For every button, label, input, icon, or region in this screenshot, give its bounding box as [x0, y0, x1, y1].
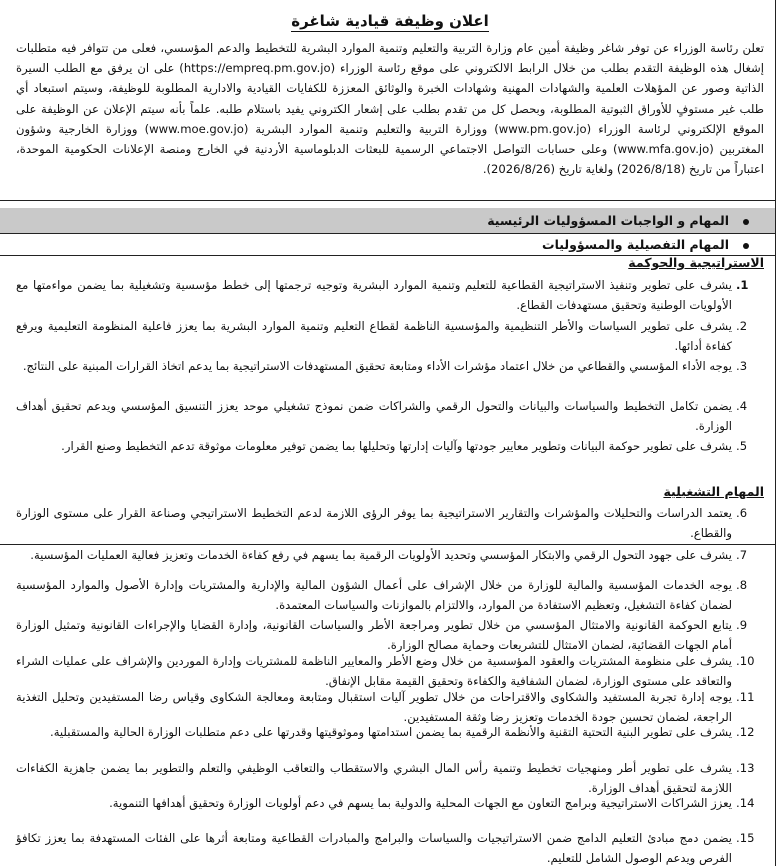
item-text: يشرف على جهود التحول الرقمي والابتكار المؤسسي وتحديد الأولويات الرقمية بما يسهم في رفع كفاءة الخدمات وتعزيز فعالية العمليات المؤسسية. [30, 548, 732, 562]
item-text: يوجه إدارة تجربة المستفيد والشكاوى والاقتراحات من خلال تطوير آليات استقبال ومتابعة ومعالجة الشكاوى وقياس رضا المستفيدين وتحليل التغذية الراجعة، لضمان تحسين جودة الخدمات وتعزيز رضا وثقة المستفيدين. [16, 690, 732, 724]
item-text: يتابع الحوكمة القانونية والامتثال المؤسسي من خلال تطوير ومراجعة الأطر والسياسات القانونية، وإدارة القضايا والإجراءات القانونية وتمثيل الوزارة أمام الجهات القضائية، لضمان الامتثال للتشريعات وحماية مصالح الوزارة. [16, 618, 732, 652]
page-title [0, 12, 780, 30]
item-number: 7. [736, 548, 748, 562]
item-text: يشرف على تطوير أطر ومنهجيات تخطيط وتنمية رأس المال البشري والاستقطاب والتعاقب الوظيفي والتعلم والتطوير بما يضمن جاهزية الكفاءات اللازمة لتحقيق أهداف الوزارة. [16, 761, 732, 795]
section-heading-strategy: الاستراتيجية والحوكمة [628, 255, 764, 270]
item-text: يضمن دمج مبادئ التعليم الدامج ضمن الاستراتيجيات والسياسات والبرامج والمبادرات القطاعية ومتابعة أثرها على الفئات المستهدفة بما يعزز تكافؤ الفرص ويدعم الوصول الشامل للتعليم. [16, 831, 732, 865]
list-item [16, 316, 764, 356]
list-item [16, 275, 764, 315]
list-item [16, 828, 764, 868]
list-item [16, 436, 764, 456]
divider [0, 200, 775, 201]
item-number: 13. [736, 761, 755, 775]
main-duties-bar [0, 208, 775, 233]
item-text: يضمن تكامل التخطيط والسياسات والبيانات والتحول الرقمي والشراكات ضمن نموذج تشغيلي موحد يعزز التنسيق المؤسسي ويدعم تحقيق أهداف الوزارة. [16, 399, 732, 433]
list-item [16, 615, 764, 655]
list-item [16, 687, 764, 727]
item-number: 14. [736, 796, 755, 810]
item-number: 1. [736, 278, 749, 292]
item-number: 2. [736, 319, 748, 333]
item-text: يوجه الأداء المؤسسي والقطاعي من خلال اعتماد مؤشرات الأداء ومتابعة تحقيق المستهدفات الاستراتيجية بما يدعم اتخاذ القرارات المبنية على النتائج. [22, 359, 732, 373]
intro-paragraph: تعلن رئاسة الوزراء عن توفر شاغر وظيفة أمين عام وزارة التربية والتعليم وتنمية الموارد البشرية للتخطيط والدعم المؤسسي، فعلى من تتوافر فيه متطلبات إشغال هذه الوظيفة التقدم بطلب من خلال الرابط الالكتروني على موقع رئاسة الوزراء (https://empreq.pm.gov.jo) على ان يرفق مع الطلب السيرة الذاتية وصور عن المؤهلات العلمية والشهادات المهنية وشهادات الخبرة والوثائق المعززة للكفايات القيادية والادارية المطلوبة للوظيفة، وسيتم استبعاد أي طلب غير مستوفٍ للأوراق الثبوتية المطلوبة، وبحصل كل من تقدم بطلب على إشعار الكتروني يفيد باستلام طلبه. علماً بأنه سيتم الإعلان عن الوظيفة على الموقع الإلكتروني لرئاسة الوزراء (www.pm.gov.jo) ووزارة التربية والتعليم وتنمية الموارد البشرية (www.moe.gov.jo) ووزارة الخارجية وشؤون المغتربين (www.mfa.gov.jo) وعلى حسابات التواصل الاجتماعي الرسمية للبعثات الدبلوماسية الأردنية في الخارج ومنصة الإعلانات الحكومية الموحدة، اعتباراً من تاريخ (2026/8/18) ولغاية تاريخ (2026/8/26). [16, 41, 765, 177]
item-number: 4. [736, 399, 748, 413]
item-text: يشرف على تطوير حوكمة البيانات وتطوير معايير جودتها وآليات إدارتها وتحليلها بما يضمن توفير معلومات موثوقة تدعم التخطيط وصنع القرار. [61, 439, 732, 453]
item-text: يعتمد الدراسات والتحليلات والمؤشرات والتقارير الاستراتيجية بما يوفر الرؤى اللازمة لدعم التخطيط الاستراتيجي وصناعة القرار على مستوى الوزارة والقطاع. [16, 506, 732, 540]
item-number: 6. [736, 506, 748, 520]
item-text: يعزز الشراكات الاستراتيجية وبرامج التعاون مع الجهات المحلية والدولية بما يسهم في دعم أولويات الوزارة وتحقيق أهدافها التنموية. [109, 796, 732, 810]
list-item [16, 758, 764, 798]
bullet-icon [743, 243, 749, 249]
item-number: 9. [736, 618, 748, 632]
title-text: اعلان وظيفة قيادية شاغرة [291, 12, 489, 30]
item-number: 8. [736, 578, 748, 592]
item-text: يشرف على منظومة المشتريات والعقود المؤسسية من خلال وضع الأطر والمعايير الناظمة للمشتريات وإدارة الموردين والإشراف على عمليات الشراء والتعاقد على مستوى الوزارة، لضمان الشفافية والكفاءة وتحقيق القيمة مقابل الإنفاق. [16, 654, 732, 688]
detailed-duties-bar [0, 233, 775, 256]
item-number: 15. [736, 831, 755, 845]
section-heading-operational: المهام التشغيلية [663, 484, 764, 499]
item-number: 12. [736, 725, 755, 739]
list-item [16, 793, 764, 813]
item-number: 11. [736, 690, 755, 704]
item-text: يشرف على تطوير وتنفيذ الاستراتيجية القطاعية للتعليم وتنمية الموارد البشرية وتوجيه ترجمتها إلى خطط مؤسسية وتشغيلية بما يضمن مواءمتها مع الأولويات الوطنية وتحقيق مستهدفات القطاع. [16, 278, 732, 312]
list-item [16, 396, 764, 436]
item-number: 5. [736, 439, 748, 453]
list-item [16, 575, 764, 615]
item-number: 3. [736, 359, 748, 373]
item-text: يوجه الخدمات المؤسسية والمالية للوزارة من خلال الإشراف على أعمال الشؤون المالية والإدارية والمشتريات وإدارة الأصول والموارد المؤسسية لضمان كفاءة التشغيل، وتعظيم الاستفادة من الموارد، والالتزام بالموازنات والسياسات المعتمدة. [16, 578, 732, 612]
list-item [16, 722, 764, 742]
main-duties-label: المهام و الواجبات المسؤوليات الرئيسية [487, 213, 729, 228]
detailed-duties-label: المهام التفصيلية والمسؤوليات [542, 237, 729, 252]
list-item [16, 545, 764, 565]
list-item [16, 503, 764, 543]
item-text: يشرف على تطوير البنية التحتية التقنية والأنظمة الرقمية بما يضمن استدامتها وموثوقيتها وقدرتها على دعم متطلبات الوزارة الحالية والمستقبلية. [50, 725, 732, 739]
list-item [16, 356, 764, 376]
list-item [16, 651, 764, 691]
bullet-icon [743, 219, 749, 225]
item-number: 10. [736, 654, 755, 668]
item-text: يشرف على تطوير السياسات والأطر التنظيمية والمؤسسية الناظمة لقطاع التعليم وتنمية الموارد البشرية بما يعزز فاعلية المنظومة التعليمية ويرفع كفاءة أدائها. [16, 319, 732, 353]
